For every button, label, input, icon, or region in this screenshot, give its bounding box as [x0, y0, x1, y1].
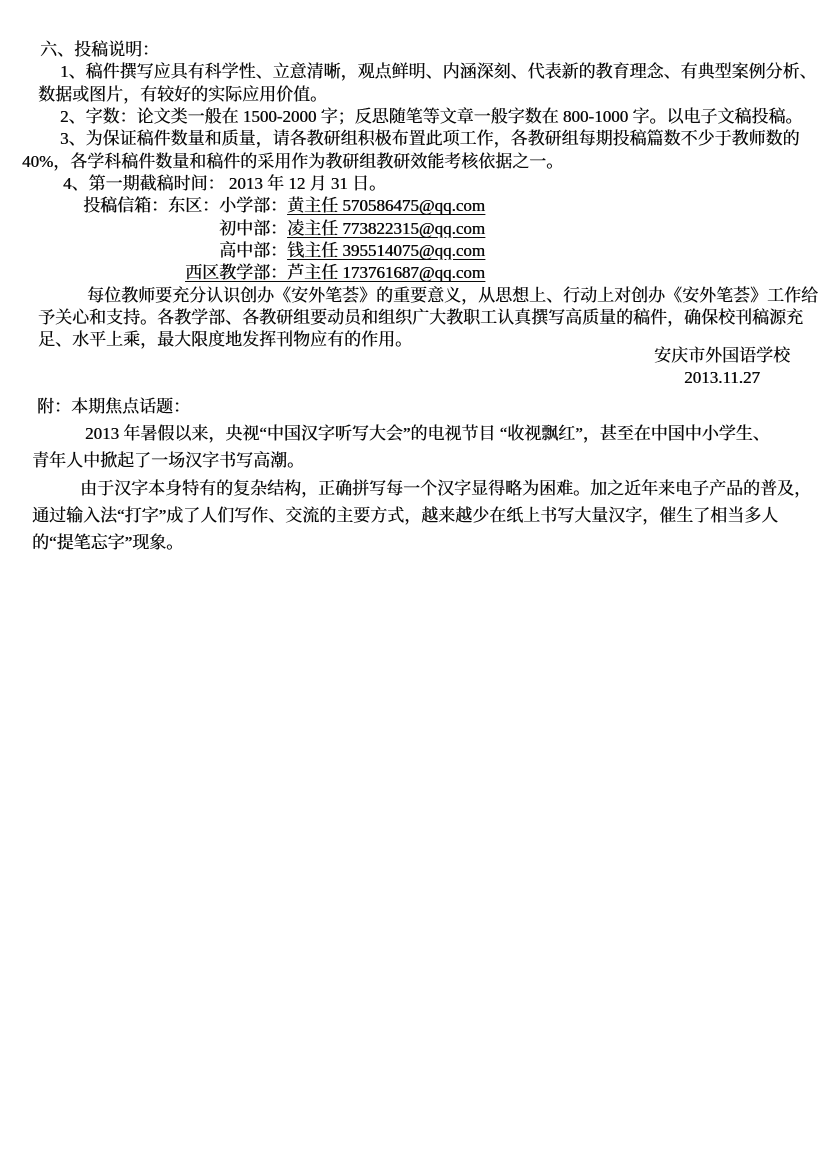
item-3-line-2: 40%，各学科稿件数量和稿件的采用作为教研组教研效能考核依据之一。: [22, 151, 564, 171]
appendix-para2-line-3: 的“提笔忘字”现象。: [32, 533, 184, 553]
signature-block: [38, 345, 790, 390]
email-junior-contact: 凌主任 773822315@qq.com: [287, 218, 485, 238]
appendix-para2-line-2: 通过输入法“打字”成了人们写作、交流的主要方式，越来越少在纸上书写大量汉字，催生了相当多人: [32, 505, 779, 525]
signature-school: 安庆市外国语学校: [654, 346, 790, 365]
section-heading: 六、投稿说明：: [40, 40, 159, 59]
closing-line-2: 予关心和支持。各教学部、各教研组要动员和组织广大教职工认真撰写高质量的稿件，确保校刊稿源充: [38, 308, 803, 328]
mailbox-row-junior: [38, 218, 485, 240]
email-senior-contact: 钱主任 395514075@qq.com: [287, 241, 485, 261]
mailbox-row-prefix: 投稿信箱：东区：小学部：: [83, 196, 288, 216]
signature-date: 2013.11.27: [684, 368, 760, 388]
email-primary-contact: 黄主任 570586475@qq.com: [287, 196, 485, 216]
submission-notes-section: [22, 39, 818, 352]
appendix-para1-line-1: 2013 年暑假以来，央视“中国汉字听写大会”的电视节目 “收视飘红”，甚至在中国中小学生、: [85, 424, 770, 444]
mailbox-row-prefix: 初中部：: [219, 218, 288, 238]
appendix-para1-line-2: 青年人中掀起了一场汉字书写高潮。: [32, 451, 304, 471]
closing-line-3: 足、水平上乘，最大限度地发挥刊物应有的作用。: [38, 330, 412, 350]
mailbox-list: [38, 195, 485, 284]
email-west-contact: 西区教学部：芦主任 173761687@qq.com: [185, 263, 485, 283]
appendix-para2-line-1: 由于汉字本身特有的复杂结构，正确拼写每一个汉字显得略为困难。加之近年来电子产品的普及，: [80, 478, 811, 498]
mailbox-row-prefix: 高中部：: [219, 241, 288, 261]
mailbox-row-primary-east: [38, 195, 485, 217]
mailbox-row-senior: [38, 240, 485, 262]
mailbox-row-west: [38, 262, 485, 284]
item-4-deadline: 4、第一期截稿时间： 2013 年 12 月 31 日。: [63, 174, 386, 194]
item-2: 2、字数：论文类一般在 1500-2000 字；反思随笔等文章一般字数在 800-1000 字。以电子文稿投稿。: [60, 107, 803, 127]
item-1-line-2: 数据或图片，有较好的实际应用价值。: [38, 84, 327, 104]
appendix-section: [32, 393, 811, 556]
item-3-line-1: 3、为保证稿件数量和质量，请各教研组积极布置此项工作，各教研组每期投稿篇数不少于教师数的: [60, 129, 800, 149]
closing-line-1: 每位教师要充分认识创办《安外笔荟》的重要意义，从思想上、行动上对创办《安外笔荟》工作给: [87, 285, 818, 305]
item-1-line-1: 1、稿件撰写应具有科学性、立意清晰，观点鲜明、内涵深刻、代表新的教育理念、有典型案例分析、: [60, 62, 817, 82]
appendix-heading: 附：本期焦点话题：: [37, 397, 190, 416]
